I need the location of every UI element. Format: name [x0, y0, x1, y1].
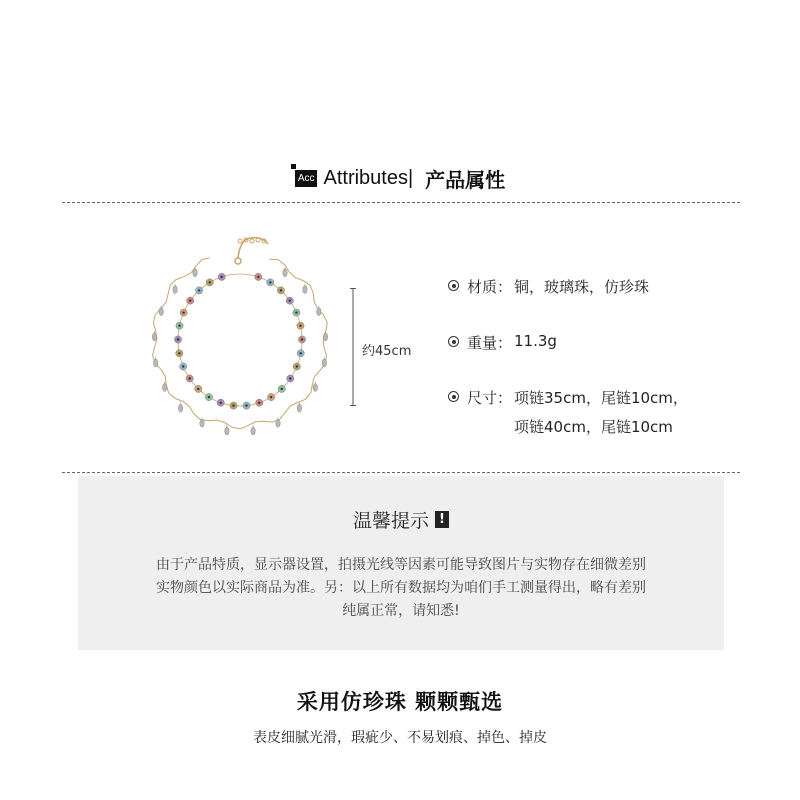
- spec-label: 重量：: [467, 334, 513, 352]
- leaf-charm: [317, 308, 321, 316]
- bead-center: [295, 311, 297, 313]
- bead-center: [296, 365, 298, 367]
- leaf-charm: [152, 333, 156, 341]
- square-dot-icon: [291, 164, 296, 169]
- spec-value: 11.3g: [514, 332, 557, 350]
- bead-center: [189, 377, 191, 379]
- extender-chain: [238, 238, 268, 258]
- bead-center: [182, 365, 184, 367]
- bead-center: [281, 388, 283, 390]
- leaf-charm: [297, 404, 301, 412]
- spec-value: 铜，玻璃珠，仿珍珠: [514, 278, 650, 296]
- bead-center: [221, 276, 223, 278]
- notice-title-text: 温馨提示: [352, 510, 429, 532]
- sub-slogan: 表皮细腻光滑，瑕疵少、不易划痕、掉色、掉皮: [253, 730, 547, 746]
- bead-center: [209, 281, 211, 283]
- notice-body: [78, 554, 724, 623]
- spec-material: [448, 276, 649, 297]
- leaf-charm: [159, 308, 163, 316]
- bead-center: [189, 299, 191, 301]
- notice-title: [78, 506, 724, 533]
- bead-center: [197, 388, 199, 390]
- leaf-charm: [313, 384, 317, 392]
- bead-center: [208, 396, 210, 398]
- leaf-charm: [251, 427, 255, 435]
- bead-center: [198, 289, 200, 291]
- middle-divider: [62, 472, 740, 473]
- top-divider: [62, 202, 740, 203]
- chain-link: [250, 239, 254, 243]
- attributes-title-cn: 产品属性: [425, 168, 506, 192]
- notice-line: 纯属正常，请知悉!: [342, 603, 460, 619]
- leaf-charm: [225, 427, 229, 435]
- bead-center: [257, 276, 259, 278]
- bead-center: [280, 289, 282, 291]
- leaf-charm: [200, 419, 204, 427]
- notice-line: 由于产品特质，显示器设置，拍摄光线等因素可能导致图片与实物存在细微差别: [156, 557, 646, 573]
- bead-center: [178, 352, 180, 354]
- bead-center: [182, 311, 184, 313]
- spec-label: 尺寸：: [467, 389, 513, 407]
- leaf-charm: [276, 419, 280, 427]
- bullet-circle-icon: [448, 280, 459, 291]
- spec-value: 项链35cm，尾链10cm，: [514, 389, 688, 407]
- bead-center: [220, 402, 222, 404]
- necklace-image: [140, 228, 340, 438]
- attributes-header: [0, 164, 800, 193]
- spec-weight: [448, 332, 557, 353]
- clasp: [235, 258, 241, 264]
- outer-chain: [153, 258, 328, 429]
- leaf-charm: [303, 286, 307, 294]
- bead-center: [270, 396, 272, 398]
- bead-center: [300, 352, 302, 354]
- leaf-charm: [154, 359, 158, 367]
- bead-center: [289, 377, 291, 379]
- slogan: 采用仿珍珠 颗颗甄选: [296, 690, 504, 714]
- spec-label: 材质：: [467, 278, 513, 296]
- spec-size: [448, 387, 688, 437]
- leaf-charm: [323, 333, 327, 341]
- bead-center: [269, 281, 271, 283]
- bead-center: [245, 404, 247, 406]
- bead-center: [258, 402, 260, 404]
- bead-center: [177, 338, 179, 340]
- leaf-charm: [283, 269, 287, 277]
- bead-center: [299, 325, 301, 327]
- chain-link: [238, 239, 242, 243]
- bead-center: [301, 338, 303, 340]
- attributes-title-en: Attributes|: [323, 167, 414, 189]
- spec-value: 项链40cm，尾链10cm: [514, 418, 673, 436]
- bullet-circle-icon: [448, 336, 459, 347]
- bead-center: [178, 325, 180, 327]
- dimension-label: 约45cm: [362, 344, 412, 359]
- bullet-circle-icon: [448, 391, 459, 402]
- notice-line: 实物颜色以实际商品为准。另：以上所有数据均为咱们手工测量得出，略有差别: [156, 580, 646, 596]
- acc-tag: [295, 170, 318, 187]
- notice-box: [78, 476, 724, 650]
- warning-icon: !: [435, 511, 449, 528]
- bead-center: [289, 299, 291, 301]
- leaf-charm: [163, 384, 167, 392]
- leaf-charm: [322, 359, 326, 367]
- leaf-charm: [173, 286, 177, 294]
- bead-center: [232, 404, 234, 406]
- acc-tag-text: Acc: [297, 173, 315, 184]
- dimension-line-icon: [350, 288, 356, 406]
- leaf-charm: [193, 269, 197, 277]
- leaf-charm: [178, 404, 182, 412]
